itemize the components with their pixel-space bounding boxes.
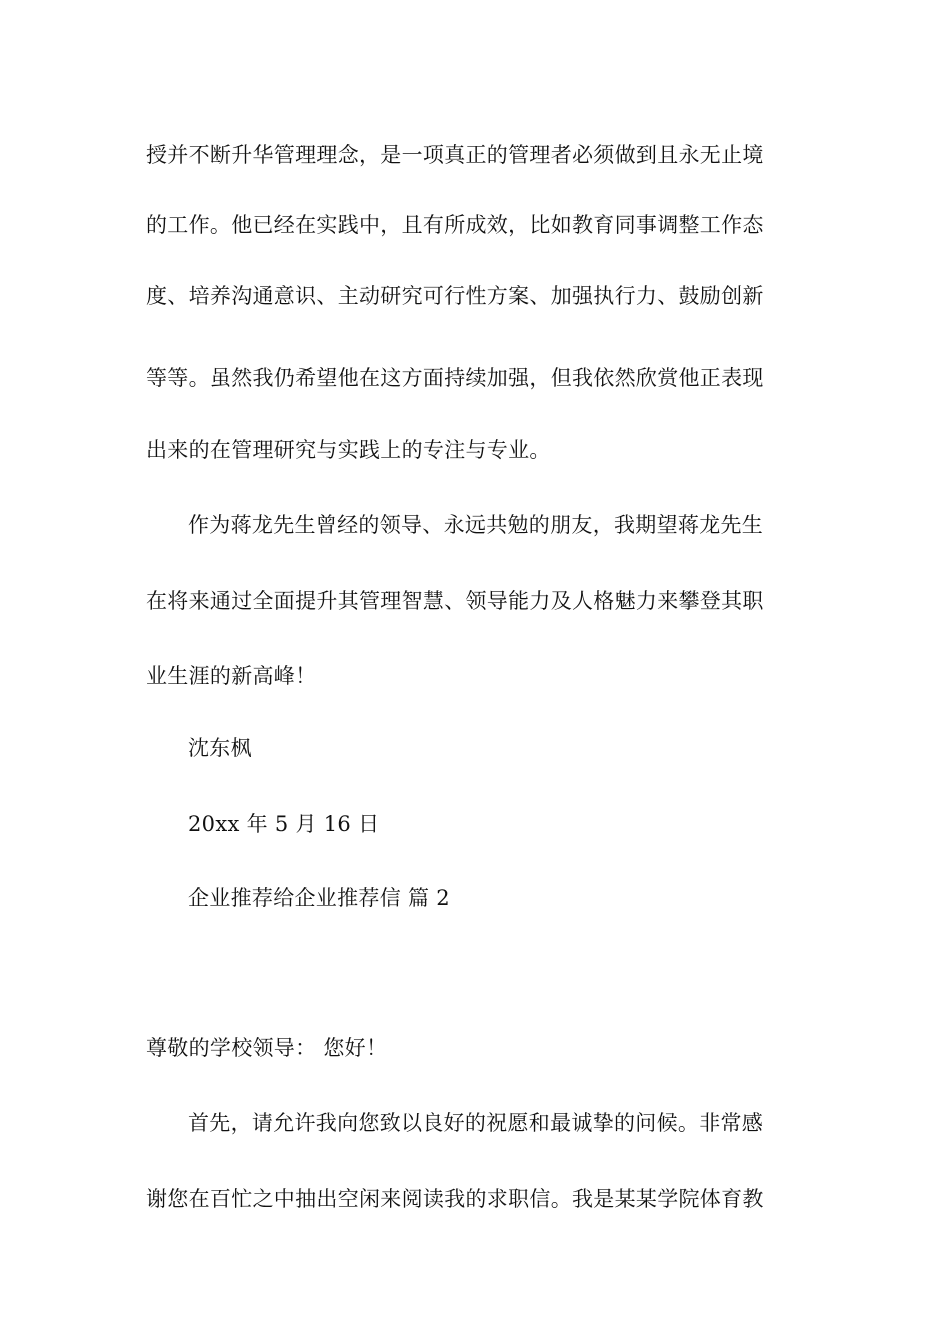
salutation: 尊敬的学校领导： 您好！	[146, 1036, 388, 1060]
body-text-line: 的工作。他已经在实践中，且有所成效，比如教育同事调整工作态	[146, 213, 764, 237]
body-text-line: 出来的在管理研究与实践上的专注与专业。	[146, 438, 551, 462]
body-text-line: 谢您在百忙之中抽出空闲来阅读我的求职信。我是某某学院体育教	[146, 1187, 764, 1211]
body-text-line: 在将来通过全面提升其管理智慧、领导能力及人格魅力来攀登其职	[146, 589, 764, 613]
body-text-line: 等等。虽然我仍希望他在这方面持续加强，但我依然欣赏他正表现	[146, 366, 764, 390]
body-text-line: 授并不断升华管理理念，是一项真正的管理者必须做到且永无止境	[146, 143, 764, 167]
body-text-line: 首先，请允许我向您致以良好的祝愿和最诚挚的问候。非常感	[188, 1111, 764, 1135]
signature-name: 沈东枫	[188, 736, 252, 760]
body-text-line: 业生涯的新高峰！	[146, 664, 317, 688]
section-heading: 企业推荐给企业推荐信 篇 2	[188, 886, 450, 910]
body-text-line: 度、培养沟通意识、主动研究可行性方案、加强执行力、鼓励创新	[146, 284, 764, 308]
body-text-line: 作为蒋龙先生曾经的领导、永远共勉的朋友，我期望蒋龙先生	[188, 513, 764, 537]
signature-date: 20xx 年 5 月 16 日	[188, 812, 380, 836]
